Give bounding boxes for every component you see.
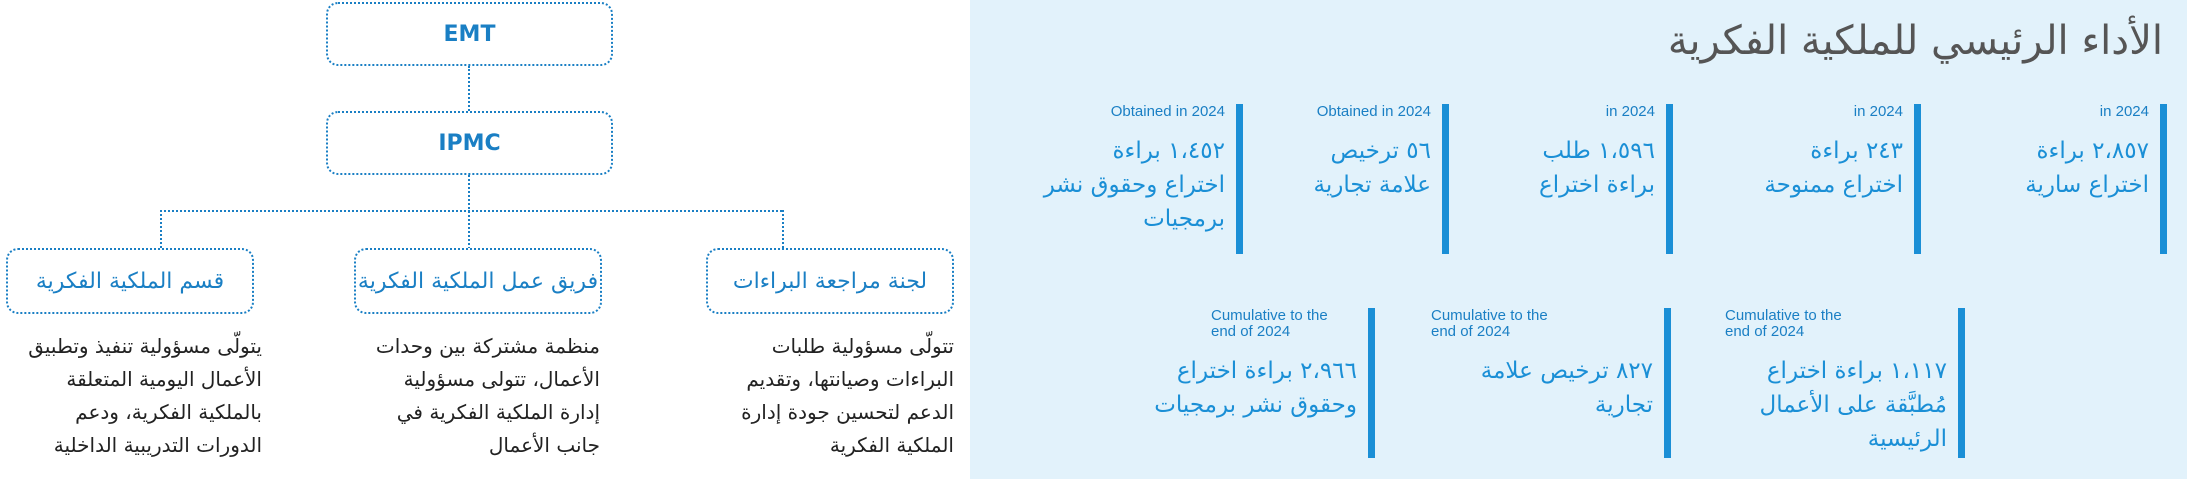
kpi-panel <box>970 0 2187 479</box>
unit-title: فريق عمل الملكية الفكرية <box>357 268 599 294</box>
kpi-value: ١،٤٥٢ براءة اختراع وحقوق نشر برمجيات <box>1043 138 1225 232</box>
kpi-item <box>1927 104 2167 254</box>
kpi-accent-bar <box>1664 308 1671 458</box>
emt-box <box>326 2 613 66</box>
kpi-value: ١،١١٧ براءة اختراع مُطبَّقة على الأعمال الرئيسية <box>1759 358 1947 452</box>
kpi-value: ٨٢٧ ترخيص علامة تجارية <box>1480 358 1653 418</box>
kpi-item <box>1681 104 1921 254</box>
ipmc-label: IPMC <box>438 130 501 156</box>
org-chart <box>0 0 960 479</box>
kpi-value: ٥٦ ترخيص علامة تجارية <box>1313 138 1431 198</box>
unit-ip-taskforce <box>354 248 602 314</box>
kpi-note: Obtained in 2024 <box>1316 103 1431 120</box>
panel-title: الأداء الرئيسي للملكية الفكرية <box>1667 18 2163 64</box>
unit-patent-review <box>706 248 954 314</box>
kpi-value: ٢٤٣ براءة اختراع ممنوحة <box>1764 138 1903 198</box>
connector-branch <box>160 210 782 212</box>
kpi-item <box>1695 308 1965 458</box>
kpi-note: Cumulative to the end of 2024 <box>1211 307 1328 340</box>
kpi-note: in 2024 <box>2099 103 2149 120</box>
kpi-value: ٢،٨٥٧ براءة اختراع سارية <box>2025 138 2149 198</box>
unit-description: تتولّى مسؤولية طلبات البراءات وصيانتها، وتقديم الدعم لتحسين جودة إدارة الملكية الفكرية <box>741 334 954 457</box>
connector-to-unit-right <box>782 210 784 248</box>
kpi-item <box>1209 104 1449 254</box>
kpi-value: ٢،٩٦٦ براءة اختراع وحقوق نشر برمجيات <box>1154 358 1357 418</box>
unit-description: يتولّى مسؤولية تنفيذ وتطبيق الأعمال اليومية المتعلقة بالملكية الفكرية، ودعم الدورات التدريبية الداخلية <box>28 334 262 457</box>
kpi-accent-bar <box>1442 104 1449 254</box>
kpi-note: Obtained in 2024 <box>1110 103 1225 120</box>
kpi-accent-bar <box>1914 104 1921 254</box>
ipmc-box <box>326 111 613 175</box>
kpi-accent-bar <box>1368 308 1375 458</box>
connector-to-unit-left <box>160 210 162 248</box>
kpi-note: Cumulative to the end of 2024 <box>1725 307 1842 340</box>
kpi-item <box>1105 308 1375 458</box>
kpi-accent-bar <box>1236 104 1243 254</box>
kpi-item <box>1433 104 1673 254</box>
connector-ipmc-down <box>468 175 470 249</box>
unit-title: قسم الملكية الفكرية <box>35 268 225 294</box>
kpi-item <box>1003 104 1243 254</box>
connector-emt-ipmc <box>468 66 470 111</box>
unit-description: منظمة مشتركة بين وحدات الأعمال، تتولى مسؤولية إدارة الملكية الفكرية في جانب الأعمال <box>375 334 600 457</box>
unit-ip-department <box>6 248 254 314</box>
emt-label: EMT <box>443 21 496 47</box>
kpi-note: Cumulative to the end of 2024 <box>1431 307 1548 340</box>
kpi-accent-bar <box>1958 308 1965 458</box>
kpi-accent-bar <box>1666 104 1673 254</box>
kpi-item <box>1401 308 1671 458</box>
kpi-note: in 2024 <box>1605 103 1655 120</box>
kpi-note: in 2024 <box>1853 103 1903 120</box>
kpi-accent-bar <box>2160 104 2167 254</box>
kpi-value: ١،٥٩٦ طلب براءة اختراع <box>1538 138 1655 198</box>
unit-title: لجنة مراجعة البراءات <box>732 268 928 294</box>
